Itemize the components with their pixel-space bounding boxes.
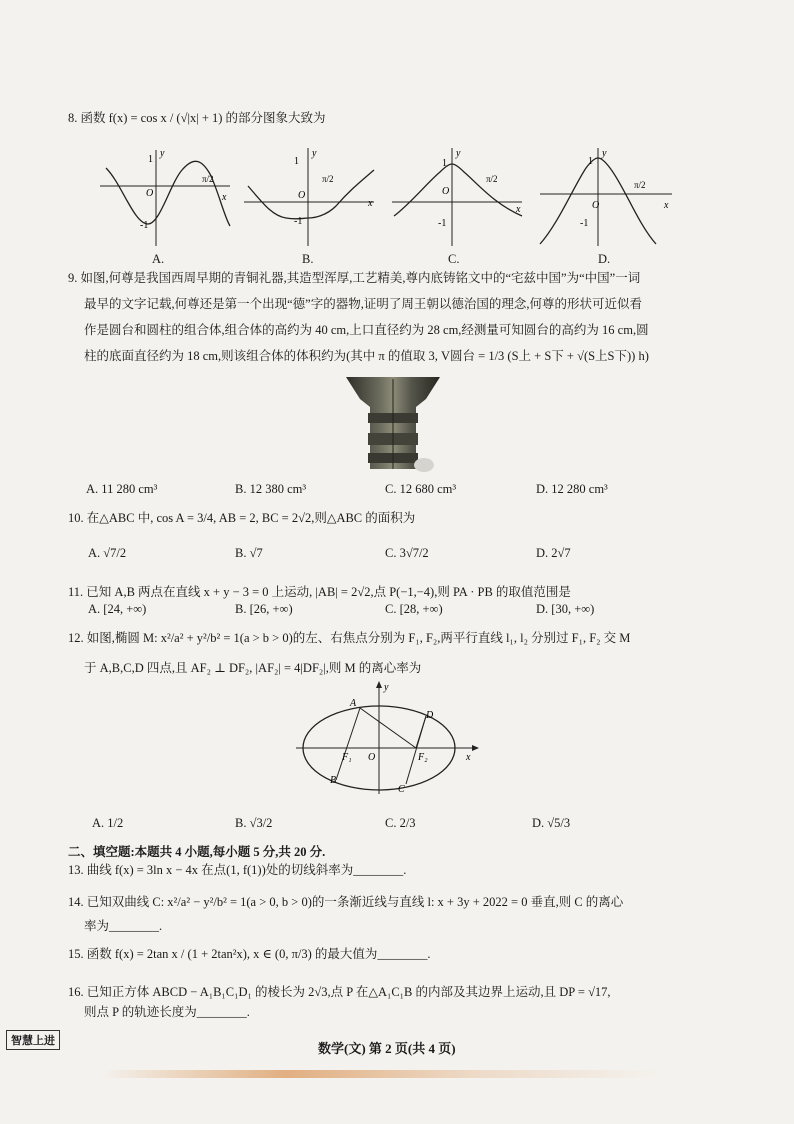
q10-option-c: C. 3√7/2 [385,546,429,560]
q9-option-a: A. 11 280 cm³ [86,482,158,496]
q8b-tick-pi2: π/2 [322,174,334,184]
q8a-origin: O [146,188,154,199]
q8-graph-b [242,146,378,250]
q8-option-b: B. [302,252,314,266]
q8d-tick-pi2: π/2 [634,180,646,190]
q12-option-d: D. √5/3 [532,816,571,830]
q8c-tick-pi2: π/2 [486,174,498,184]
scan-edge-mark [100,1070,660,1078]
q8-option-a: A. [152,252,165,266]
q12-label-y: y [384,682,389,693]
q9-option-d: D. 12 280 cm³ [536,482,608,496]
q8d-origin: O [592,200,600,211]
q14-line1: 14. 已知双曲线 C: x²/a² − y²/b² = 1(a > 0, b > 0)的一条渐近线与直线 l: x + 3y + 2022 = 0 垂直,则 C 的离心 [68,895,624,909]
q14-line2: 率为________. [84,919,163,933]
q8c-x: x [516,204,521,215]
q12-option-c: C. 2/3 [385,816,416,830]
q9-line2: 最早的文字记载,何尊还是第一个出现“德”字的器物,证明了周王朝以德治国的理念,何尊的形状可近似看 [84,297,642,311]
q12-label-b: B [330,775,337,786]
q8d-tick-1: 1 [588,156,593,167]
q12-label-f2: F₂ [418,752,428,763]
q13-text: 13. 曲线 f(x) = 3ln x − 4x 在点(1, f(1))处的切线斜率为________. [68,863,407,877]
q8-graph-c [390,146,526,250]
q8-graph-a [98,146,234,250]
q12-label-d: D [426,710,434,721]
q8d-y: y [602,148,607,159]
q11-option-a: A. [24, +∞) [88,602,147,616]
q8a-tick-m1: -1 [140,220,149,231]
q8-option-c: C. [448,252,460,266]
q12-label-c: C [398,784,405,795]
q8c-origin: O [442,186,450,197]
q8c-tick-m1: -1 [438,218,447,229]
q11-option-d: D. [30, +∞) [536,602,595,616]
q11-text: 11. 已知 A,B 两点在直线 x + y − 3 = 0 上运动, |AB| = 2√2,点 P(−1,−4),则 PA · PB 的取值范围是 [68,585,571,599]
q8b-tick-1: 1 [294,156,299,167]
q8c-tick-1: 1 [442,158,447,169]
page-footer: 数学(文) 第 2 页(共 4 页) [318,1041,456,1056]
q12-label-o: O [368,752,376,763]
q10-option-d: D. 2√7 [536,546,571,560]
q8b-x: x [368,198,373,209]
section-2-heading: 二、填空题:本题共 4 小题,每小题 5 分,共 20 分. [68,845,326,859]
q12-line1: 12. 如图,椭圆 M: x²/a² + y²/b² = 1(a > b > 0)的左、右焦点分别为 F₁, F₂,两平行直线 l₁, l₂ 分别过 F₁, F₂ 交 M [68,631,631,645]
q8c-y: y [456,148,461,159]
q12-line2: 于 A,B,C,D 四点,且 AF₂ ⊥ DF₂, |AF₂| = 4|DF₂|,则 M 的离心率为 [84,661,422,675]
q8a-tick-1: 1 [148,154,153,165]
q8-graph-d [538,146,678,250]
q10-text: 10. 在△ABC 中, cos A = 3/4, AB = 2, BC = 2√2,则△ABC 的面积为 [68,511,416,525]
q8-option-d: D. [598,252,611,266]
q12-label-f1: F₁ [342,752,352,763]
q8b-origin: O [298,190,306,201]
q12-option-b: B. √3/2 [235,816,273,830]
q16-line2: 则点 P 的轨迹长度为________. [84,1005,250,1019]
q12-label-x: x [466,752,471,763]
q8a-tick-pi2: π/2 [202,174,214,184]
q11-option-c: C. [28, +∞) [385,602,443,616]
q16-line1: 16. 已知正方体 ABCD − A₁B₁C₁D₁ 的棱长为 2√3,点 P 在△A₁C₁B 的内部及其边界上运动,且 DP = √17, [68,985,611,999]
q15-text: 15. 函数 f(x) = 2tan x / (1 + 2tan²x), x ∈ (0, π/3) 的最大值为________. [68,947,431,961]
q8-text: 8. 函数 f(x) = cos x / (√|x| + 1) 的部分图象大致为 [68,111,326,125]
q10-option-b: B. √7 [235,546,263,560]
publisher-stamp: 智慧上进 [6,1030,60,1050]
q9-option-b: B. 12 380 cm³ [235,482,307,496]
q8a-y: y [160,148,165,159]
q8a-x: x [222,192,227,203]
q9-line1: 9. 如图,何尊是我国西周早期的青铜礼器,其造型浑厚,工艺精美,尊内底铸铭文中的“宅兹中国”为“中国”一词 [68,271,641,285]
q8d-tick-m1: -1 [580,218,589,229]
q8d-x: x [664,200,669,211]
q10-option-a: A. √7/2 [88,546,127,560]
q12-label-a: A [350,698,357,709]
q11-option-b: B. [26, +∞) [235,602,293,616]
q8b-y: y [312,148,317,159]
q12-option-a: A. 1/2 [92,816,124,830]
q9-line3: 作是圆台和圆柱的组合体,组合体的高约为 40 cm,上口直径约为 28 cm,经测量可知圆台的高约为 16 cm,圆 [84,323,649,337]
q9-option-c: C. 12 680 cm³ [385,482,457,496]
q9-line4: 柱的底面直径约为 18 cm,则该组合体的体积约为(其中 π 的值取 3, V圆台 = 1/3 (S上 + S下 + √(S上S下)) h) [84,349,649,363]
q8b-tick-m1: -1 [294,216,303,227]
q12-ellipse-diagram [294,680,484,796]
he-zun-vessel-image [344,373,442,475]
